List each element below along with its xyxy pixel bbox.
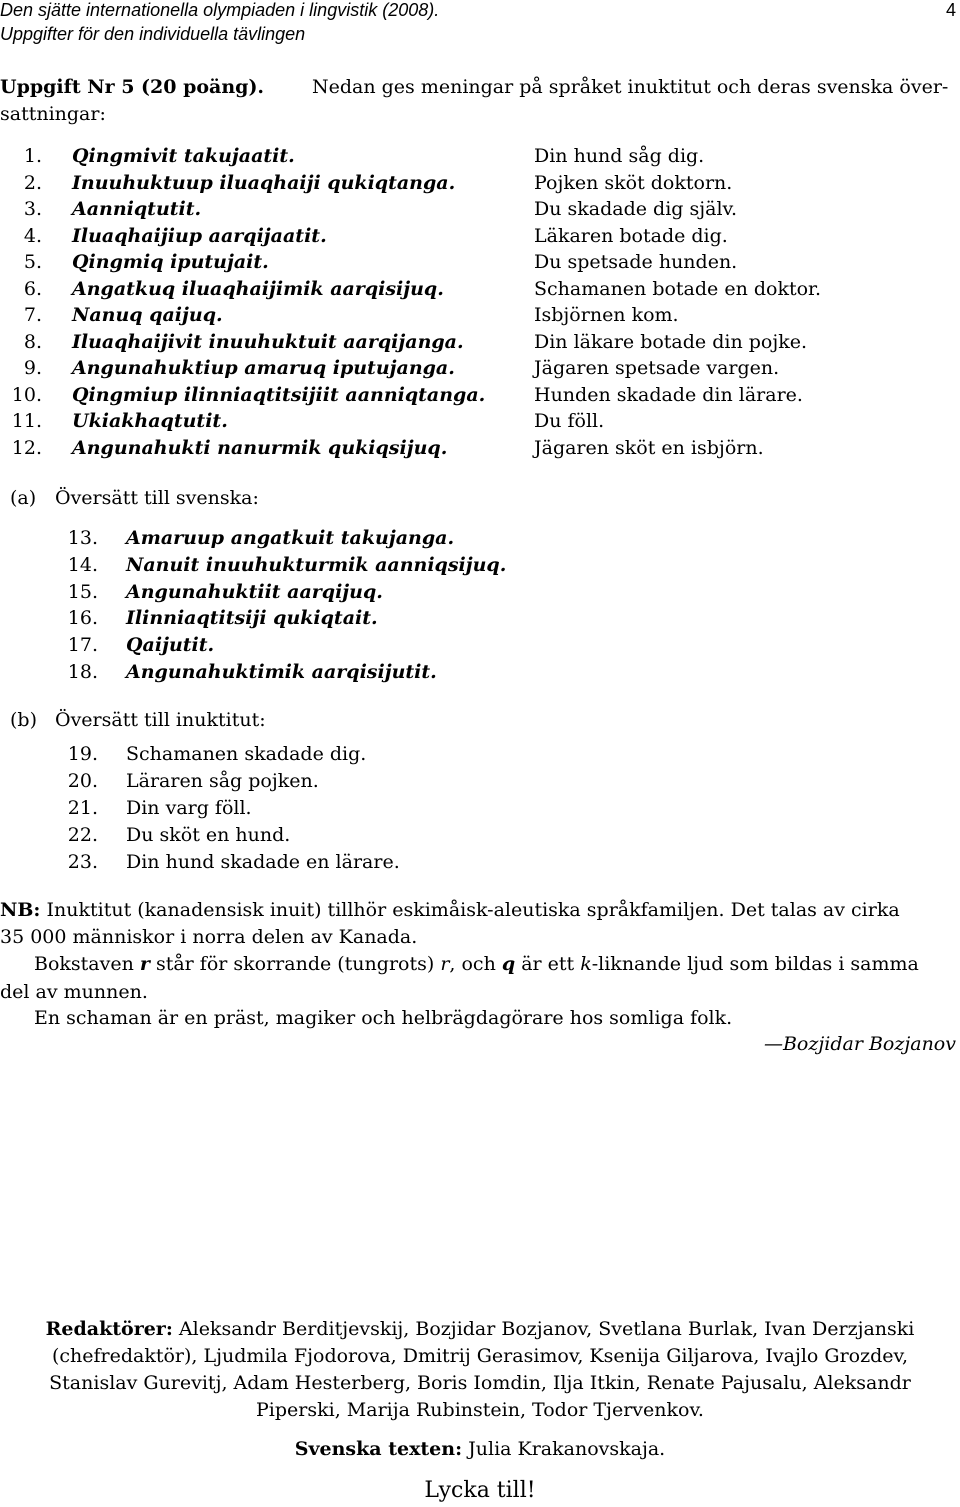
swedish-translation: Pojken sköt doktorn.: [534, 171, 733, 194]
exercise-number: 20.: [67, 770, 98, 792]
editors-line-3: Stanislav Gurevitj, Adam Hesterberg, Boris Iomdin, Ilja Itkin, Renate Pajusalu, Aleksandr: [49, 1372, 911, 1394]
task-intro-text-2: sattningar:: [0, 103, 106, 125]
inuktitut-sentence: Qingmiup ilinniaqtitsijiit aanniqtanga.: [72, 383, 486, 406]
nb-text-2: 35 000 människor i norra delen av Kanada.: [0, 926, 418, 948]
good-luck: Lycka till!: [424, 1478, 536, 1503]
letters-text: står för skorrande (tungrots): [155, 953, 435, 975]
inuktitut-sentence: Ukiakhaqtutit.: [72, 410, 228, 432]
letter-k: k: [580, 953, 592, 975]
inuktitut-sentence: Angunahukti nanurmik qukiqsijuq.: [72, 436, 448, 459]
exercise-number: 16.: [67, 607, 98, 630]
inuktitut-sentence: Iluaqhaijivit inuuhuktuit aarqijanga.: [72, 330, 464, 353]
inuktitut-sentence: Aanniqtutit.: [72, 198, 202, 220]
editors-line-1: [0, 1318, 960, 1340]
exercise-number: 22.: [67, 824, 98, 846]
swedish-translation: Isbjörnen kom.: [534, 304, 679, 326]
running-header-title: Den sjätte internationella olympiaden i lingvistik (2008).: [0, 0, 440, 20]
exercise-sentence: Nanuit inuuhukturmik aanniqsijuq.: [126, 553, 507, 576]
swedish-translation: Jägaren spetsade vargen.: [534, 357, 780, 379]
exercise-sentence: Din varg föll.: [126, 797, 252, 819]
letter-r: r: [139, 953, 150, 975]
pair-number: 8.: [23, 330, 42, 353]
pair-number: 2.: [23, 171, 42, 194]
part-b-label: (b): [10, 709, 37, 731]
swedish-translation: Hunden skadade din lärare.: [534, 383, 803, 406]
pair-number: 5.: [23, 251, 42, 273]
exercise-sentence: Du sköt en hund.: [126, 824, 291, 846]
exercise-sentence: Ilinniaqtitsiji qukiqtait.: [126, 607, 378, 630]
editors-line-4: Piperski, Marija Rubinstein, Todor Tjervenkov.: [256, 1399, 704, 1421]
part-a-label: (a): [10, 487, 37, 509]
inuktitut-sentence: Inuuhuktuup iluaqhaiji qukiqtanga.: [72, 171, 456, 194]
part-b-instruction: Översätt till inuktitut:: [55, 709, 266, 731]
editors-names: Aleksandr Berditjevskij, Bozjidar Bozjanov, Svetlana Burlak, Ivan Derzjanski: [178, 1318, 915, 1340]
letters-text: är ett: [521, 953, 575, 975]
pair-number: 11.: [11, 410, 42, 432]
pair-number: 7.: [23, 304, 42, 326]
inuktitut-sentence: Qingmiq iputujait.: [72, 251, 269, 273]
swedish-translation: Du föll.: [534, 410, 605, 432]
task-title: Uppgift Nr 5 (20 poäng).: [0, 76, 265, 98]
pair-number: 9.: [23, 357, 42, 379]
letter-q: q: [501, 953, 516, 975]
exercise-number: 19.: [67, 743, 98, 765]
swedish-translation: Du skadade dig själv.: [534, 198, 738, 220]
exercise-sentence: Angunahuktiit aarqijuq.: [126, 580, 383, 603]
pair-number: 6.: [23, 277, 42, 300]
exercise-number: 23.: [67, 851, 98, 873]
letters-paragraph: [34, 953, 919, 975]
swedish-name: Julia Krakanovskaja.: [468, 1438, 666, 1460]
letters-text-2: del av munnen.: [0, 981, 148, 1003]
inuktitut-sentence: Iluaqhaijiup aarqijaatit.: [72, 224, 327, 247]
task-intro-text: Nedan ges meningar på språket inuktitut och deras svenska över-: [312, 76, 949, 98]
pair-number: 10.: [11, 383, 42, 406]
exercise-number: 13.: [67, 527, 98, 549]
nb-paragraph: [0, 899, 956, 921]
letters-text: , och: [449, 953, 496, 975]
inuktitut-sentence: Qingmivit takujaatit.: [72, 145, 295, 167]
page-number: 4: [945, 0, 956, 20]
swedish-translation: Din hund såg dig.: [534, 145, 705, 167]
swedish-translation: Du spetsade hunden.: [534, 251, 738, 273]
inuktitut-sentence: Angatkuq iluaqhaijimik aarqisijuq.: [72, 277, 444, 300]
nb-label: NB:: [0, 899, 41, 921]
letter-r-italic: r: [440, 953, 450, 975]
exercise-number: 14.: [67, 553, 98, 576]
swedish-translation: Jägaren sköt en isbjörn.: [534, 436, 764, 459]
exercise-sentence: Läraren såg pojken.: [126, 770, 319, 792]
editors-label: Redaktörer:: [45, 1318, 173, 1340]
swedish-text-credit: [0, 1438, 960, 1460]
exercise-sentence: Schamanen skadade dig.: [126, 743, 367, 765]
nb-text: Inuktitut (kanadensisk inuit) tillhör eskimåisk-aleutiska språkfamiljen. Det talas av cirka: [46, 899, 900, 921]
exercise-number: 18.: [67, 661, 98, 683]
exercise-sentence: Din hund skadade en lärare.: [126, 851, 400, 873]
exercise-number: 21.: [67, 797, 98, 819]
shaman-note: En schaman är en präst, magiker och helbrägdagörare hos somliga folk.: [34, 1007, 733, 1029]
swedish-label: Svenska texten:: [294, 1438, 463, 1460]
part-a-instruction: Översätt till svenska:: [55, 487, 259, 509]
exercise-number: 17.: [67, 634, 98, 657]
task-intro: [0, 76, 264, 98]
inuktitut-sentence: Angunahuktiup amaruq iputujanga.: [72, 357, 455, 379]
inuktitut-sentence: Nanuq qaijuq.: [72, 304, 223, 326]
letters-text: -liknande ljud som bildas i samma: [591, 953, 919, 975]
running-header-subtitle: Uppgifter för den individuella tävlingen: [0, 24, 306, 44]
exercise-sentence: Qaijutit.: [126, 634, 215, 657]
exercise-sentence: Amaruup angatkuit takujanga.: [126, 527, 455, 549]
pair-number: 3.: [23, 198, 42, 220]
author-signature: —Bozjidar Bozjanov: [763, 1033, 956, 1055]
exercise-sentence: Angunahuktimik aarqisijutit.: [126, 661, 437, 683]
swedish-translation: Din läkare botade din pojke.: [534, 330, 808, 353]
swedish-translation: Läkaren botade dig.: [534, 224, 728, 247]
swedish-translation: Schamanen botade en doktor.: [534, 277, 822, 300]
exercise-number: 15.: [67, 580, 98, 603]
pair-number: 4.: [23, 224, 42, 247]
letters-text: Bokstaven: [34, 953, 134, 975]
pair-number: 12.: [11, 436, 42, 459]
editors-line-2: (chefredaktör), Ljudmila Fjodorova, Dmitrij Gerasimov, Ksenija Giljarova, Ivajlo Grozdev,: [51, 1345, 909, 1367]
pair-number: 1.: [23, 145, 42, 167]
